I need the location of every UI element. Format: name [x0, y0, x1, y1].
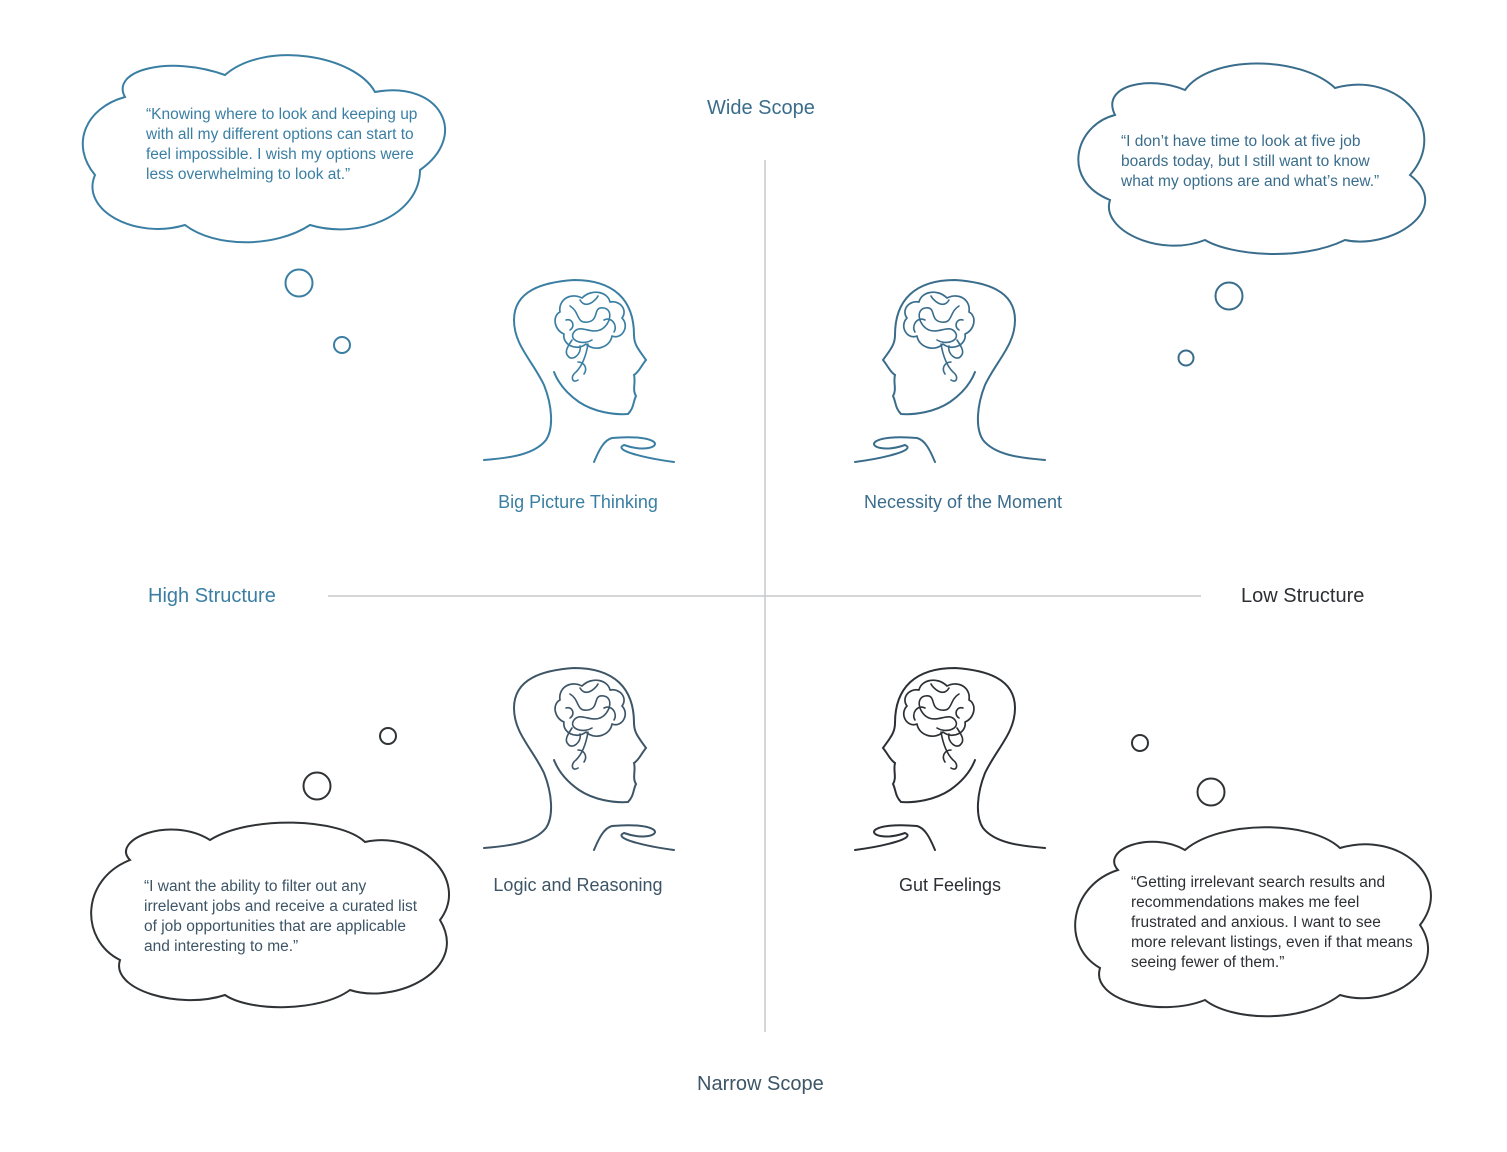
thought-bubble-small: [380, 728, 396, 744]
quadrant-label-gut: Gut Feelings: [898, 875, 1002, 895]
thought-bubble-large: [1216, 283, 1243, 310]
head-icon-big-picture: [484, 280, 674, 462]
quadrant-label-logic: Logic and Reasoning: [493, 875, 663, 895]
thought-bubble-small: [1132, 735, 1148, 751]
quadrant-label-big-picture: Big Picture Thinking: [498, 492, 658, 512]
quote-logic: “I want the ability to filter out any irrelevant jobs and receive a curated list of job opportunities that are applicable and interesting to me.”: [144, 878, 418, 955]
head-icon-logic: [484, 668, 674, 850]
axis-label-narrow-scope: Narrow Scope: [697, 1073, 824, 1095]
quote-necessity: “I don’t have time to look at five job boards today, but I still want to know what my options are and what’s new.”: [1121, 133, 1380, 190]
axis-label-low-structure: Low Structure: [1241, 585, 1365, 607]
quote-big-picture: “Knowing where to look and keeping up with all my different options can start to feel impossible. I wish my options were less overwhelming to look at.”: [146, 106, 418, 183]
thought-bubble-small: [1179, 351, 1194, 366]
quote-gut: “Getting irrelevant search results and recommendations makes me feel frustrated and anxious. I want to see more relevant listings, even if that means seeing fewer of them.”: [1131, 874, 1413, 971]
head-icon-necessity: [855, 280, 1045, 462]
axis-label-wide-scope: Wide Scope: [707, 97, 815, 119]
head-icon-gut: [855, 668, 1045, 850]
axis-label-high-structure: High Structure: [148, 585, 276, 607]
thought-bubble-large: [286, 270, 313, 297]
thought-bubble-small: [334, 337, 350, 353]
quadrant-label-necessity: Necessity of the Moment: [863, 492, 1063, 512]
thought-bubble-large: [304, 773, 331, 800]
thought-bubble-large: [1198, 779, 1225, 806]
